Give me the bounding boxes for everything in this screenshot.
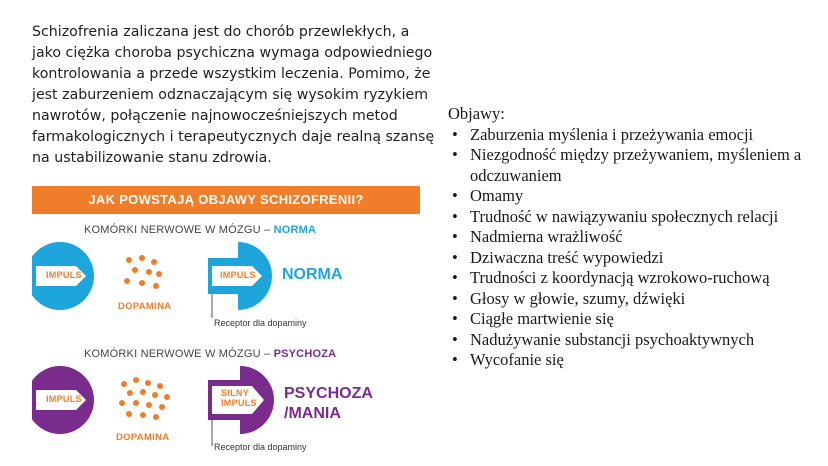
psychoza-state-line2: /MANIA <box>284 405 341 422</box>
norma-heading-accent: NORMA <box>273 224 317 236</box>
intro-paragraph: Schizofrenia zaliczana jest do chorób przewlekłych, a jako ciężka choroba psychiczna wymaga odpowiedniego kontrolowania a przede wszystkim leczenia. Pomimo, że jest zaburzeniem odznaczającym się wysokim ryzykiem nawrotów, połączenie najnowocześniejszych metod farmakologicznych i terapeutycznych daje realną szansę na ustabilizowanie stanu zdrowia. <box>32 24 435 166</box>
symptom-item: • Omamy <box>448 186 818 207</box>
norma-heading-text: KOMÓRKI NERWOWE W MÓZGU – <box>84 224 271 236</box>
norma-diagram <box>32 238 420 330</box>
psychoza-heading-accent: PSYCHOZA <box>273 348 337 360</box>
symptom-item: • Dziwaczna treść wypowiedzi <box>448 248 818 269</box>
symptom-item: • Nadmierna wrażliwość <box>448 227 818 248</box>
psychoza-receptor-impulse-label <box>221 388 257 408</box>
norma-receptor-impulse-label: IMPULS <box>220 270 256 280</box>
psychoza-dopamine-label: DOPAMINA <box>116 432 170 443</box>
symptom-item: • Głosy w głowie, szumy, dźwięki <box>448 289 818 310</box>
psychoza-receptor-impulse-line2: IMPULS <box>221 398 257 408</box>
symptom-item: • Niezgodność między przeżywaniem, myśleniem a odczuwaniem <box>448 145 818 186</box>
psychoza-heading-text: KOMÓRKI NERWOWE W MÓZGU – <box>84 348 271 360</box>
psychoza-receptor-impulse-line1: SILNY <box>221 388 250 398</box>
symptom-item: • Wycofanie się <box>448 350 818 371</box>
symptoms-title: Objawy: <box>448 104 505 123</box>
symptoms-section <box>448 104 818 371</box>
symptom-item: • Trudności z koordynacją wzrokowo-ruchową <box>448 268 818 289</box>
norma-impulse-label: IMPULS <box>46 270 82 280</box>
norma-heading <box>84 224 316 236</box>
infographic-banner: JAK POWSTAJĄ OBJAWY SCHIZOFRENII? <box>32 186 420 214</box>
norma-dopamine-dots <box>124 255 162 289</box>
schizophrenia-infographic <box>32 186 420 458</box>
symptoms-list <box>448 125 818 371</box>
psychoza-state-label <box>284 384 373 424</box>
norma-dopamine-label: DOPAMINA <box>118 301 172 312</box>
psychoza-dopamine-dots <box>119 377 170 420</box>
psychoza-heading <box>84 348 336 360</box>
symptom-item: • Trudność w nawiązywaniu społecznych relacji <box>448 207 818 228</box>
psychoza-receptor-label: Receptor dla dopaminy <box>214 442 307 452</box>
symptom-item: • Zaburzenia myślenia i przeżywania emocji <box>448 125 818 146</box>
psychoza-impulse-label: IMPULS <box>46 394 82 404</box>
psychoza-state-line1: PSYCHOZA <box>284 385 373 402</box>
norma-state-label: NORMA <box>282 266 343 283</box>
symptom-item: • Ciągłe martwienie się <box>448 309 818 330</box>
norma-receptor-label: Receptor dla dopaminy <box>214 318 307 328</box>
symptom-item: • Nadużywanie substancji psychoaktywnych <box>448 330 818 351</box>
